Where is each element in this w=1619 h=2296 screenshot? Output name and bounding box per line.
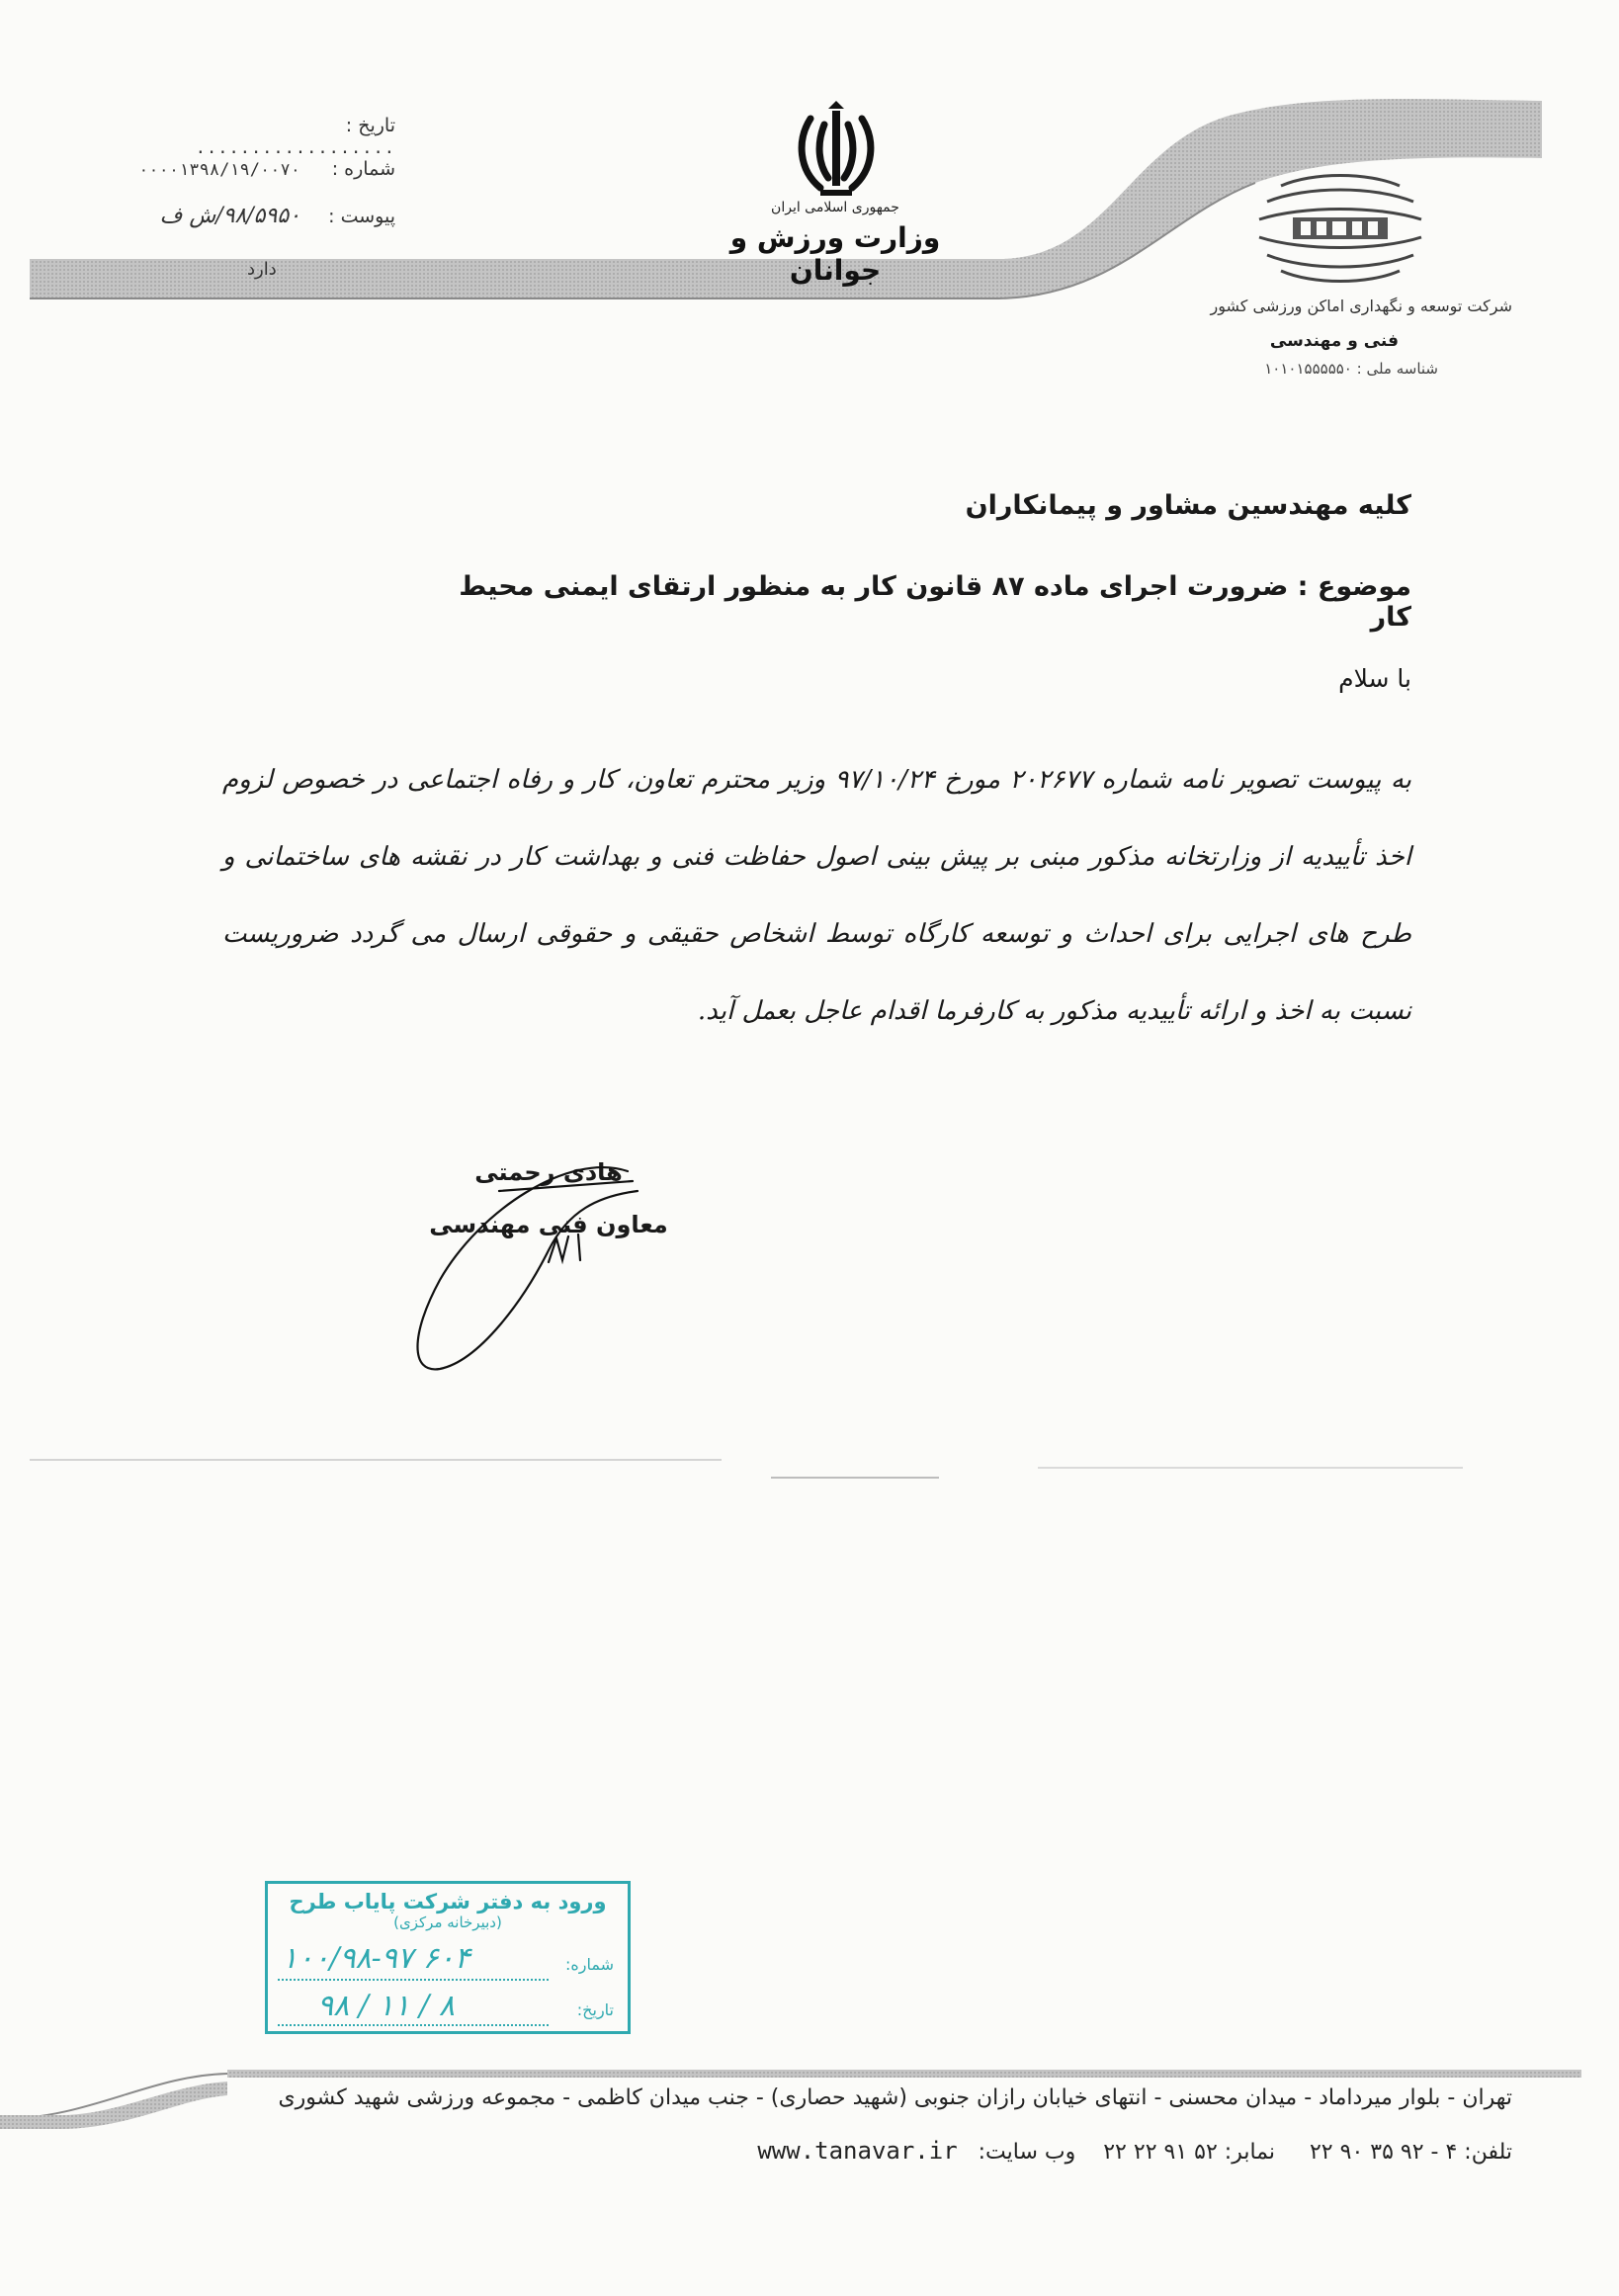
received-stamp [265, 1881, 631, 2034]
letter-recipient: کلیه مهندسین مشاور و پیمانکاران [965, 490, 1411, 521]
stamp-date-row [268, 1989, 628, 2032]
letter-greeting: با سلام [1338, 664, 1411, 693]
national-id: شناسه ملی : ۱۰۱۰۱۵۵۵۵۵۰ [1264, 360, 1438, 378]
attachment-status: دارد [247, 259, 277, 280]
stamp-title: ورود به دفتر شرکت پایاب طرح [289, 1890, 607, 1913]
scan-artifact-line [771, 1477, 939, 1479]
footer-phone: تلفن: ۴ - ۹۲ ۳۵ ۹۰ ۲۲ [1309, 2140, 1512, 2165]
date-label: تاریخ : [345, 115, 395, 136]
letter-subject: موضوع : ضرورت اجرای ماده ۸۷ قانون کار به منظور ارتقای ایمنی محیط کار [459, 571, 1411, 633]
signer-title: معاون فنی مهندسی [429, 1211, 668, 1238]
stamp-number-value: ۱۰۰/۹۸-۹۷ ۶۰۴ [282, 1941, 470, 1976]
footer-website: www.tanavar.ir [757, 2137, 958, 2165]
date-row [128, 115, 395, 158]
footer-website-label: وب سایت: [978, 2140, 1076, 2165]
letter-body: به پیوست تصویر نامه شماره ۲۰۲۶۷۷ مورخ ۹۷/۱۰/۲۴ وزیر محترم تعاون، کار و رفاه اجتماعی در خصوص لزوم اخذ تأییدیه از وزارتخانه مذکور مبنی بر پیش بینی اصول حفاظت فنی و بهداشت کار در نقشه های ساختمانی و طرح های اجرایی برای احداث و توسعه کارگاه توسط اشخاص حقیقی و حقوقی ارسال می گردد ضروریست نسبت به اخذ و ارائه تأییدیه مذکور به کارفرما اقدام عاجل بعمل آید. [222, 765, 1411, 1026]
stamp-subtitle: (دبیرخانه مرکزی) [393, 1913, 502, 1931]
stamp-date-value: ۹۸ / ۱۱ / ۸ [317, 1989, 455, 2023]
stamp-number-label: شماره: [564, 1955, 614, 1974]
number-row [128, 158, 395, 180]
attachment-label: پیوست : [328, 206, 395, 227]
signature-scribble-icon [400, 1151, 697, 1389]
scan-artifact-line [1038, 1467, 1463, 1469]
attachment-value: ۹۸/۵۹۵۰/ش ف [159, 204, 300, 228]
stamp-number-row [268, 1941, 628, 1985]
republic-name: جمهوری اسلامی ایران [771, 200, 899, 215]
company-name: شرکت توسعه و نگهداری اماکن ورزشی کشور [1210, 297, 1512, 315]
footer-address: تهران - بلوار میرداماد - میدان محسنی - انتهای خیابان رازان جنوبی (شهید حصاری) - جنب میدان کاظمی - مجموعه ورزشی شهید کشوری [278, 2085, 1512, 2110]
iran-emblem-icon [791, 101, 882, 200]
department-name: فنی و مهندسی [1269, 331, 1399, 351]
number-label: شماره : [331, 158, 395, 180]
footer-contact-row [474, 2137, 1512, 2165]
stamp-rule [278, 1979, 549, 1981]
number-value: ۰۰۰۰۱۳۹۸/۱۹/۰۰۷۰ [138, 160, 300, 180]
stamp-rule [278, 2024, 549, 2026]
ministry-name: وزارت ورزش و جوانان [729, 221, 941, 287]
footer-fax: نمابر: ۵۲ ۹۱ ۲۲ ۲۲ [1103, 2140, 1276, 2165]
company-logo-icon [1253, 168, 1427, 287]
signer-name: هادی رحمتی [474, 1158, 623, 1186]
stamp-date-label: تاریخ: [576, 2000, 614, 2019]
attachment-row [128, 204, 395, 228]
date-value: .................. [195, 138, 395, 158]
scan-artifact-line [30, 1459, 722, 1461]
